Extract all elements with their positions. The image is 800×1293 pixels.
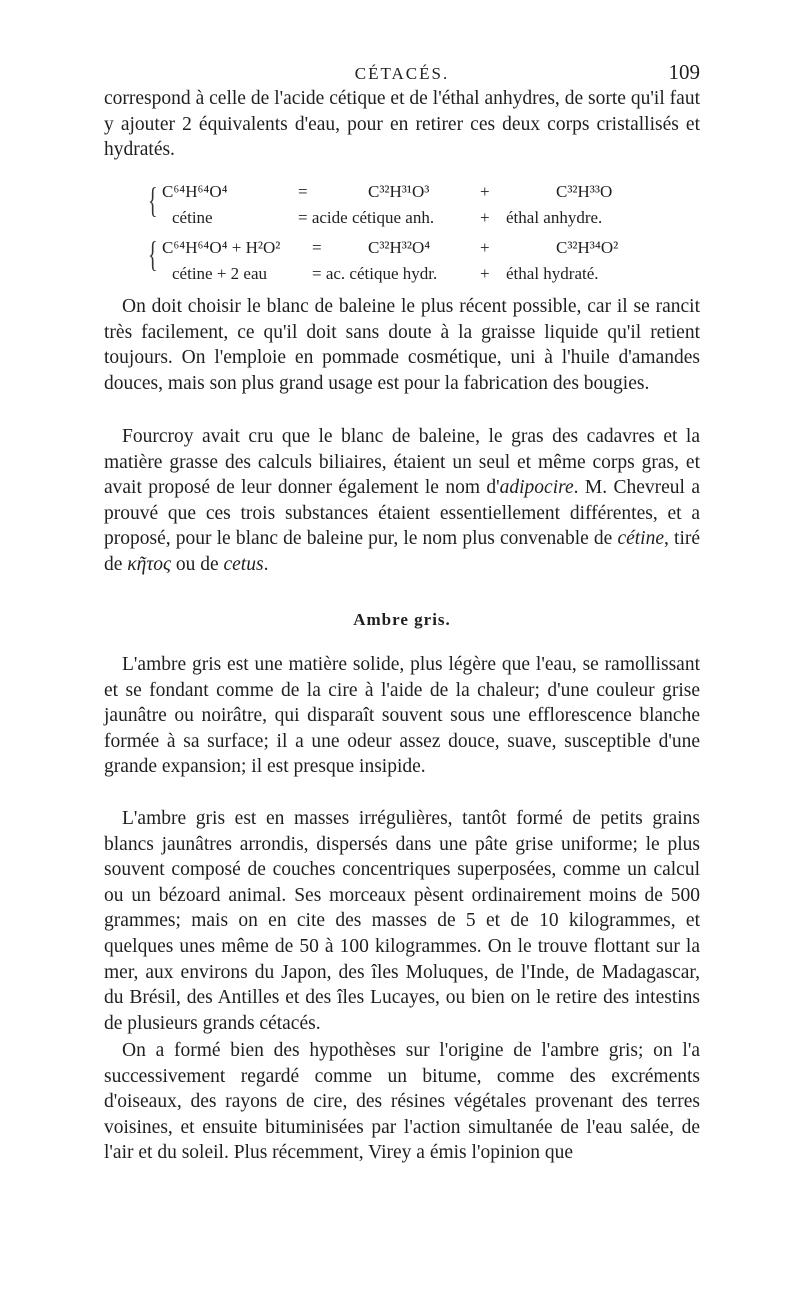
text-run: ou de	[170, 553, 224, 575]
formula-equals: =	[298, 182, 308, 201]
formula-name: cétine + 2 eau	[172, 264, 268, 283]
formula-row-hydrated	[162, 238, 638, 262]
formula-plus: +	[480, 182, 490, 201]
formula-brace-2: {	[148, 234, 158, 274]
formula-equals: =	[312, 238, 322, 257]
italic-term: cétine	[617, 528, 665, 550]
intro-paragraph: correspond à celle de l'acide cétique et de l'éthal anhydres, de sorte qu'il faut y ajouter 2 équivalents d'eau, pour en retirer ces deux corps cristallisés et hydratés.	[104, 88, 700, 161]
formula-name: = ac. cétique hydr.	[312, 264, 438, 283]
italic-term: adipocire	[499, 477, 574, 499]
formula-name: cétine	[172, 208, 213, 227]
formula-names-anhydrous	[162, 208, 638, 232]
section-title: Ambre gris.	[353, 610, 451, 629]
formula-plus: +	[480, 238, 490, 257]
formula-term: C⁶⁴H⁶⁴O⁴ + H²O²	[162, 238, 281, 257]
paragraph-fourcroy	[104, 424, 700, 578]
text-run: . M. Chevreul a prouvé que ces trois substances étaient essentiellement différentes, et a proposé, pour le blanc de baleine pur, le nom plus convenable de	[104, 477, 700, 550]
italic-term: cetus	[223, 553, 264, 575]
formula-plus: +	[480, 208, 490, 227]
formula-names-hydrated	[162, 264, 638, 288]
formula-term: C³²H³³O	[556, 182, 613, 201]
text-run: Fourcroy avait cru que le blanc de baleine, le gras des cadavres et la matière grasse des calculs biliaires, étaient un seul et même corps gras, et avait proposé de leur donner également le nom d'	[104, 426, 700, 499]
formula-row-anhydrous	[162, 182, 638, 206]
paragraph-ambre-description: L'ambre gris est une matière solide, plus légère que l'eau, se ramollissant et se fondant comme de la cire à l'aide de la chaleur; d'une couleur grise jaunâtre ou noirâtre, qui disparaît souvent sous une efflorescence blanche formée à sa surface; il a une odeur assez douce, suave, susceptible d'une grande expansion; il est presque insipide.	[104, 654, 700, 778]
formula-name: éthal hydraté.	[506, 264, 599, 283]
formula-term: C⁶⁴H⁶⁴O⁴	[162, 182, 228, 201]
paragraph-ambre-masses: L'ambre gris est en masses irrégulières, tantôt formé de petits grains blancs jaunâtres arrondis, dispersés dans une pâte grise uniforme; le plus souvent composé de couches concentriques superposées, comme un calcul ou un bézoard animal. Ses morceaux pèsent ordinairement moins de 500 grammes; mais on en cite des masses de 5 et de 10 kilogrammes, et quelques unes même de 50 à 100 kilogrammes. On le trouve flottant sur la mer, aux environs du Japon, des îles Moluques, de l'Inde, de Madagascar, du Brésil, des Antilles et des îles Lucayes, ou bien on le retire des intestins de plusieurs grands cétacés.	[104, 808, 700, 1034]
formula-brace-1: {	[148, 180, 158, 220]
formula-name: éthal anhydre.	[506, 208, 603, 227]
text-run: .	[263, 553, 269, 575]
page-number: 109	[668, 60, 700, 84]
text-run: , tiré de	[104, 528, 701, 575]
running-title: CÉTACÉS.	[354, 64, 450, 83]
formula-term: C³²H³¹O³	[368, 182, 430, 201]
formula-plus: +	[480, 264, 490, 283]
formula-term: C³²H³²O⁴	[368, 238, 431, 257]
greek-term: κῆτος	[127, 553, 171, 575]
formula-term: C³²H³⁴O²	[556, 238, 619, 257]
paragraph-blanc-de-baleine: On doit choisir le blanc de baleine le plus récent possible, car il se rancit très facilement, ce qu'il doit sans doute à la graisse liquide qu'il retient toujours. On l'emploie en pommade cosmétique, uni à l'huile d'amandes douces, mais son plus grand usage est pour la fabrication des bougies.	[104, 296, 700, 394]
paragraph-ambre-origine: On a formé bien des hypothèses sur l'origine de l'ambre gris; on l'a successivement regardé comme un bitume, comme des excréments d'oiseaux, des rayons de cire, des résines végétales provenant des terres voisines, et ensuite bituminisées par l'action simultanée de l'eau salée, de l'air et du soleil. Plus récemment, Virey a émis l'opinion que	[104, 1040, 700, 1164]
formula-name: = acide cétique anh.	[298, 208, 435, 227]
page-header	[104, 58, 700, 88]
